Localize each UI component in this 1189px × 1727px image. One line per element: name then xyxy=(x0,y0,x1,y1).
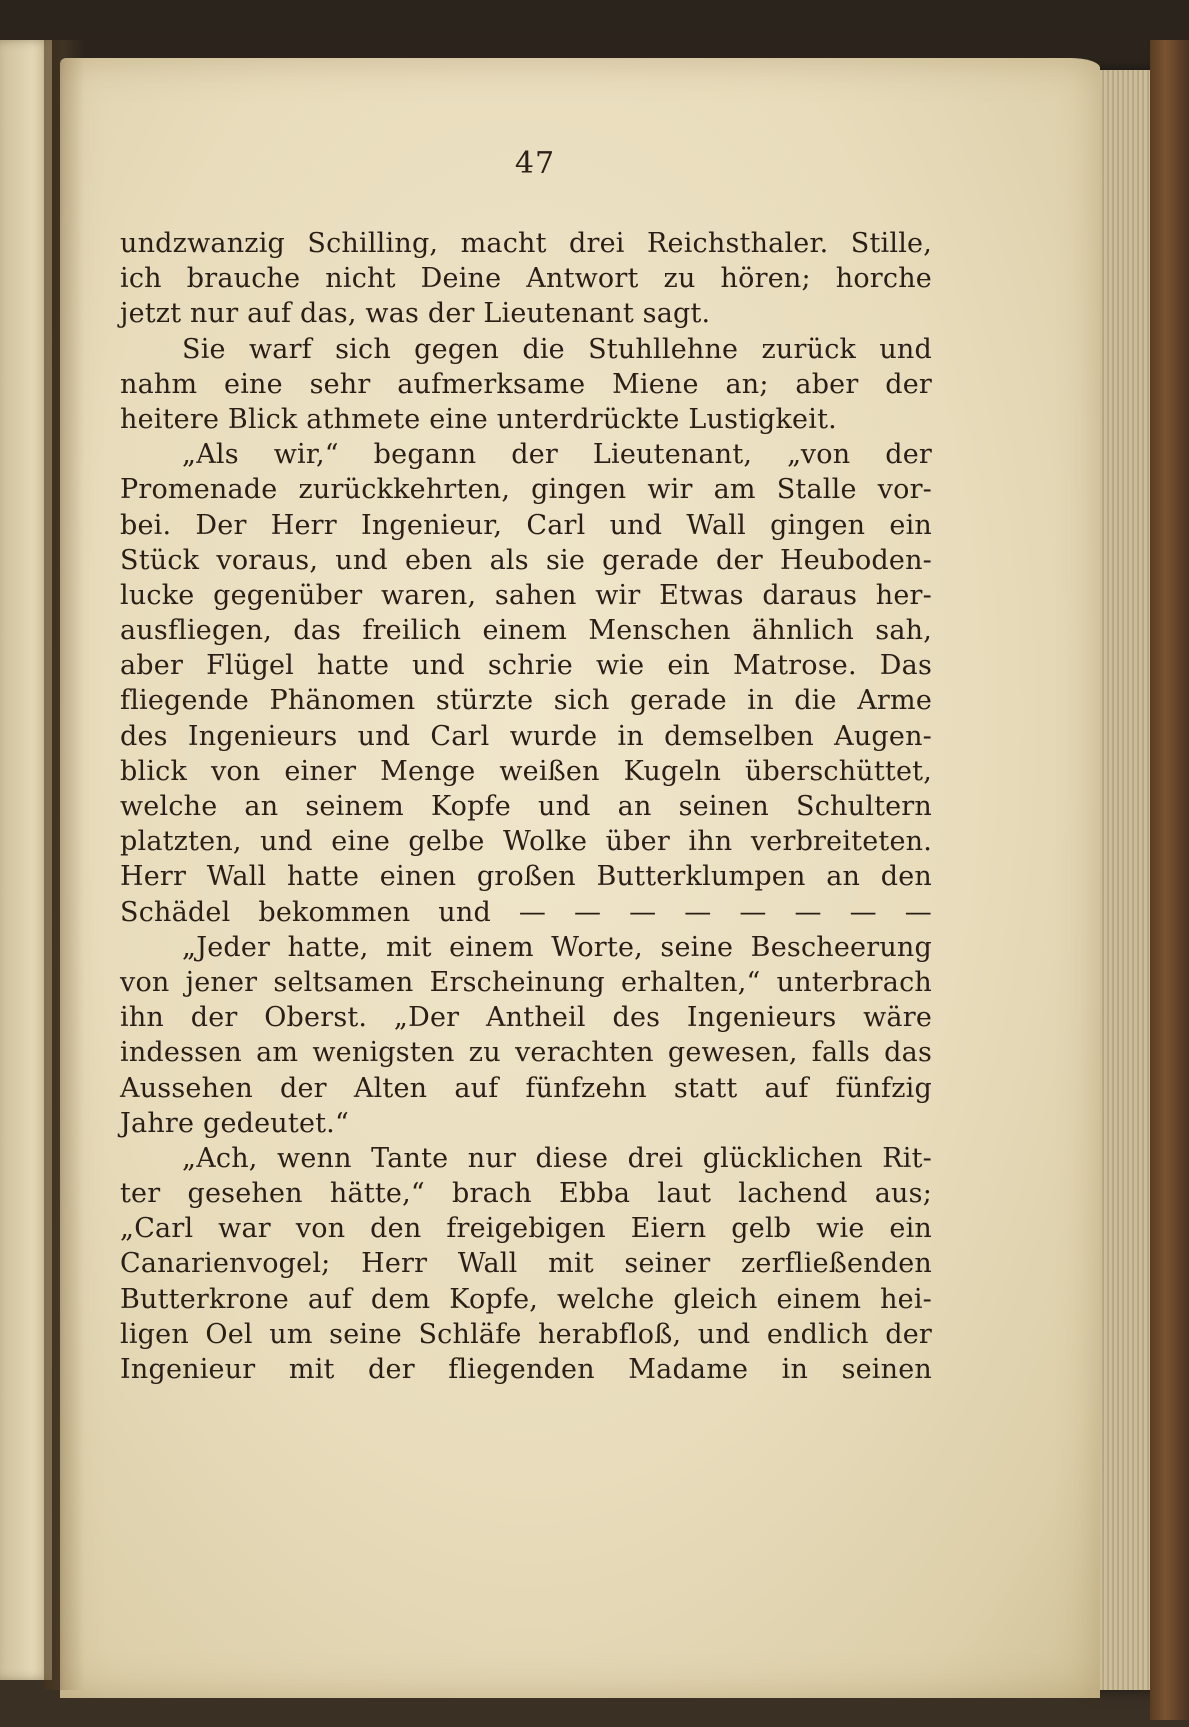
text-line: aber Flügel hatte und schrie wie ein Matrose. Das xyxy=(120,650,932,682)
text-line: Aussehen der Alten auf fünfzehn statt auf fünfzig xyxy=(120,1072,932,1104)
text-line: Ingenieur mit der fliegenden Madame in seinen xyxy=(120,1354,932,1385)
text-line: welche an seinem Kopfe und an seinen Schultern xyxy=(120,791,932,822)
text-line: fliegende Phänomen stürzte sich gerade in die Arme xyxy=(120,685,932,717)
text-line: ligen Oel um seine Schläfe herabfloß, und endlich der xyxy=(120,1318,932,1350)
text-line: ter gesehen hätte,“ brach Ebba laut lachend aus; xyxy=(120,1178,932,1210)
text-line: lucke gegenüber waren, sahen wir Etwas daraus her- xyxy=(120,579,932,611)
text-line: blick von einer Menge weißen Kugeln überschüttet, xyxy=(120,755,932,787)
text-line: Butterkrone auf dem Kopfe, welche gleich einem hei- xyxy=(120,1283,932,1315)
text-line: von jener seltsamen Erscheinung erhalten,“ unterbrach xyxy=(120,966,932,998)
text-line: Promenade zurückkehrten, gingen wir am Stalle vor- xyxy=(120,474,932,506)
text-line: Herr Wall hatte einen großen Butterklumpen an den xyxy=(120,861,932,893)
text-line: nahm eine sehr aufmerksame Miene an; aber der xyxy=(120,368,932,400)
text-line: ihn der Oberst. „Der Antheil des Ingenieurs wäre xyxy=(120,1002,932,1034)
gutter-shadow xyxy=(44,40,84,1690)
text-line: platzten, und eine gelbe Wolke über ihn verbreiteten. xyxy=(120,826,932,858)
text-line: bei. Der Herr Ingenieur, Carl und Wall gingen ein xyxy=(120,509,932,541)
book-cover-edge xyxy=(1150,40,1189,1720)
text-line: Sie warf sich gegen die Stuhllehne zurück und xyxy=(182,333,932,365)
text-line: Jahre gedeutet.“ xyxy=(120,1107,349,1139)
text-line: jetzt nur auf das, was der Lieutenant sagt. xyxy=(120,298,711,330)
text-line: des Ingenieurs und Carl wurde in demselben Augen- xyxy=(120,720,932,752)
text-line: ausfliegen, das freilich einem Menschen ähnlich sah, xyxy=(120,615,932,647)
text-line: Stück voraus, und eben als sie gerade der Heuboden- xyxy=(120,544,932,576)
text-line: undzwanzig Schilling, macht drei Reichsthaler. Stille, xyxy=(120,228,932,259)
text-line: „Als wir,“ begann der Lieutenant, „von der xyxy=(182,439,932,471)
text-line: heitere Blick athmete eine unterdrückte Lustigkeit. xyxy=(120,403,837,435)
text-line: „Ach, wenn Tante nur diese drei glücklichen Rit- xyxy=(182,1142,932,1174)
text-line: Canarienvogel; Herr Wall mit seiner zerfließenden xyxy=(120,1248,932,1280)
text-line: „Jeder hatte, mit einem Worte, seine Bescheerung xyxy=(182,931,932,963)
text-line: „Carl war von den freigebigen Eiern gelb wie ein xyxy=(120,1213,932,1245)
page-text xyxy=(120,226,932,1387)
text-line: indessen am wenigsten zu verachten gewesen, falls das xyxy=(120,1037,932,1069)
text-line: ich brauche nicht Deine Antwort zu hören; horche xyxy=(120,263,932,295)
text-line: Schädel bekommen und — — — — — — — — xyxy=(120,896,932,928)
page-number: 47 xyxy=(514,146,556,181)
